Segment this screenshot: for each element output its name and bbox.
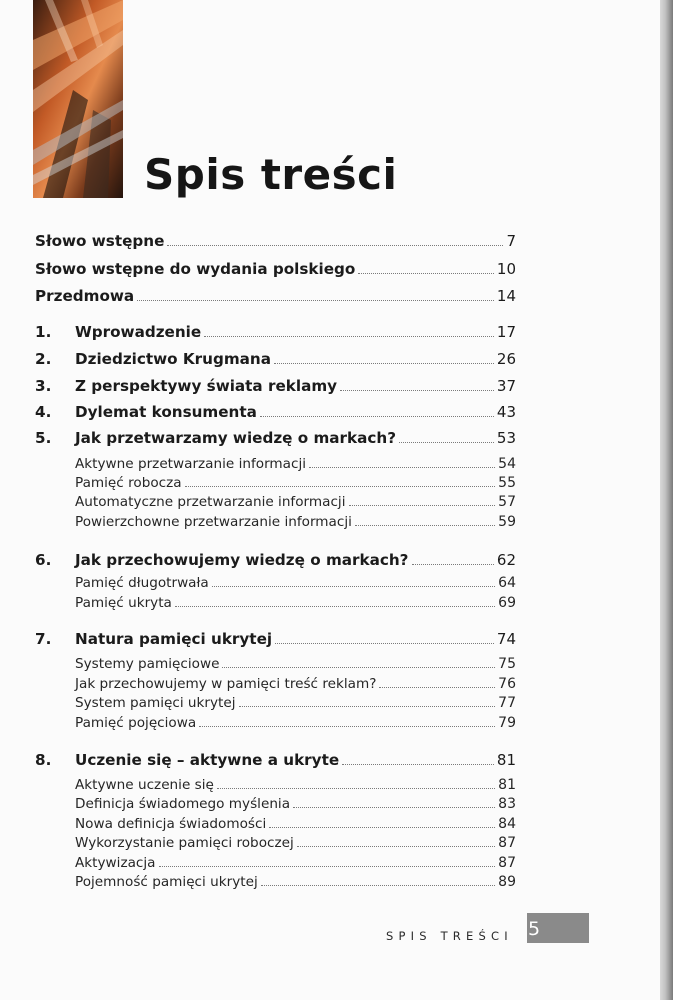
toc-page-number: 59 <box>498 514 516 530</box>
toc-entry-label: Nowa definicja świadomości <box>75 816 267 832</box>
dot-leader <box>399 441 494 443</box>
dot-leader <box>412 563 494 565</box>
toc-page-number: 74 <box>496 630 516 648</box>
dot-leader <box>358 272 494 274</box>
toc-subentry[interactable] <box>75 816 516 832</box>
toc-entry-label: Jak przechowujemy w pamięci treść reklam? <box>75 676 377 692</box>
toc-entry-label: Aktywizacja <box>75 855 156 871</box>
toc-entry-label: Jak przetwarzamy wiedzę o markach? <box>75 429 397 447</box>
toc-chapter-entry[interactable] <box>35 377 516 395</box>
toc-chapter-number: 5. <box>35 429 52 447</box>
toc-page-number: 84 <box>498 816 516 832</box>
toc-page-number: 7 <box>506 232 516 250</box>
toc-page-number: 89 <box>498 874 516 890</box>
toc-entry-label: Z perspektywy świata reklamy <box>75 377 338 395</box>
dot-leader <box>297 845 495 847</box>
toc-subentry[interactable] <box>75 695 516 711</box>
dot-leader <box>275 642 494 644</box>
toc-page-number: 14 <box>496 287 516 305</box>
toc-chapter-number: 8. <box>35 751 52 769</box>
toc-subentry[interactable] <box>75 715 516 731</box>
dot-leader <box>349 504 496 506</box>
toc-front-entry[interactable] <box>35 287 516 305</box>
toc-subentry[interactable] <box>75 514 516 530</box>
dot-leader <box>199 725 495 727</box>
toc-subentry[interactable] <box>75 777 516 793</box>
toc-entry-label: Pojemność pamięci ukrytej <box>75 874 258 890</box>
toc-subentry[interactable] <box>75 456 516 472</box>
dot-leader <box>204 335 494 337</box>
toc-page-number: 83 <box>498 796 516 812</box>
toc-chapter-number: 6. <box>35 551 52 569</box>
dot-leader <box>342 763 494 765</box>
toc-entry-label: Wprowadzenie <box>75 323 202 341</box>
toc-page-number: 10 <box>496 260 516 278</box>
dot-leader <box>379 686 495 688</box>
toc-subentry[interactable] <box>75 855 516 871</box>
page-title: Spis treści <box>144 150 398 199</box>
dot-leader <box>260 415 494 417</box>
toc-page-number: 57 <box>498 494 516 510</box>
toc-entry-label: Pamięć długotrwała <box>75 575 209 591</box>
toc-entry-label: Dylemat konsumenta <box>75 403 257 421</box>
toc-page-number: 37 <box>496 377 516 395</box>
dot-leader <box>217 787 495 789</box>
dot-leader <box>293 806 495 808</box>
toc-chapter-number: 2. <box>35 350 52 368</box>
toc-chapter-entry[interactable] <box>35 403 516 421</box>
dot-leader <box>269 826 495 828</box>
toc-chapter-number: 3. <box>35 377 52 395</box>
toc-page-number: 54 <box>498 456 516 472</box>
toc-page-number: 81 <box>498 777 516 793</box>
toc-page-number: 64 <box>498 575 516 591</box>
toc-entry-label: Przedmowa <box>35 287 135 305</box>
toc-page-number: 76 <box>498 676 516 692</box>
toc-front-entry[interactable] <box>35 260 516 278</box>
toc-subentry[interactable] <box>75 494 516 510</box>
toc-chapter-entry[interactable] <box>35 350 516 368</box>
toc-entry-label: Wykorzystanie pamięci roboczej <box>75 835 294 851</box>
dot-leader <box>167 244 503 246</box>
toc-entry-label: Jak przechowujemy wiedzę o markach? <box>75 551 409 569</box>
toc-subentry[interactable] <box>75 676 516 692</box>
toc-subentry[interactable] <box>75 575 516 591</box>
toc-page-number: 17 <box>496 323 516 341</box>
toc-chapter-entry[interactable] <box>35 429 516 447</box>
toc-chapter-entry[interactable] <box>35 630 516 648</box>
dot-leader <box>222 666 495 668</box>
toc-subentry[interactable] <box>75 475 516 491</box>
toc-entry-label: Natura pamięci ukrytej <box>75 630 273 648</box>
toc-page-number: 81 <box>496 751 516 769</box>
toc-subentry[interactable] <box>75 595 516 611</box>
toc-subentry[interactable] <box>75 656 516 672</box>
toc-page-number: 69 <box>498 595 516 611</box>
toc-entry-label: Aktywne przetwarzanie informacji <box>75 456 307 472</box>
toc-subentry[interactable] <box>75 796 516 812</box>
toc-entry-label: System pamięci ukrytej <box>75 695 236 711</box>
toc-entry-label: Automatyczne przetwarzanie informacji <box>75 494 346 510</box>
toc-chapter-entry[interactable] <box>35 751 516 769</box>
toc-entry-label: Powierzchowne przetwarzanie informacji <box>75 514 352 530</box>
toc-chapter-entry[interactable] <box>35 323 516 341</box>
toc-page-number: 77 <box>498 695 516 711</box>
toc-page-number: 87 <box>498 835 516 851</box>
book-spine-shadow <box>660 0 673 1000</box>
dot-leader <box>175 605 495 607</box>
toc-page-number: 75 <box>498 656 516 672</box>
toc-subentry[interactable] <box>75 835 516 851</box>
toc-entry-label: Dziedzictwo Krugmana <box>75 350 271 368</box>
toc-page-number: 53 <box>496 429 516 447</box>
dot-leader <box>355 524 495 526</box>
toc-chapter-number: 4. <box>35 403 52 421</box>
dot-leader <box>212 585 495 587</box>
footer-page-number: 5 <box>527 918 541 940</box>
dot-leader <box>274 362 494 364</box>
toc-page-number: 43 <box>496 403 516 421</box>
toc-entry-label: Aktywne uczenie się <box>75 777 214 793</box>
dot-leader <box>137 299 494 301</box>
toc-page-number: 62 <box>496 551 516 569</box>
toc-entry-label: Słowo wstępne do wydania polskiego <box>35 260 356 278</box>
toc-chapter-entry[interactable] <box>35 551 516 569</box>
toc-entry-label: Uczenie się – aktywne a ukryte <box>75 751 340 769</box>
dot-leader <box>309 466 495 468</box>
toc-entry-label: Systemy pamięciowe <box>75 656 220 672</box>
toc-entry-label: Pamięć pojęciowa <box>75 715 197 731</box>
dot-leader <box>159 865 496 867</box>
toc-entry-label: Słowo wstępne <box>35 232 165 250</box>
toc-page-number: 55 <box>498 475 516 491</box>
toc-entry-label: Pamięć robocza <box>75 475 182 491</box>
toc-front-entry[interactable] <box>35 232 516 250</box>
toc-page-number: 79 <box>498 715 516 731</box>
footer-section-label: SPIS TREŚCI <box>386 929 513 943</box>
toc-subentry[interactable] <box>75 874 516 890</box>
toc-entry-label: Definicja świadomego myślenia <box>75 796 291 812</box>
toc-entry-label: Pamięć ukryta <box>75 595 172 611</box>
footer-page-box <box>527 913 589 943</box>
toc-page-number: 26 <box>496 350 516 368</box>
dot-leader <box>185 485 496 487</box>
dot-leader <box>239 705 496 707</box>
dot-leader <box>261 884 495 886</box>
toc-page-number: 87 <box>498 855 516 871</box>
toc-chapter-number: 7. <box>35 630 52 648</box>
toc-chapter-number: 1. <box>35 323 52 341</box>
dot-leader <box>340 389 494 391</box>
